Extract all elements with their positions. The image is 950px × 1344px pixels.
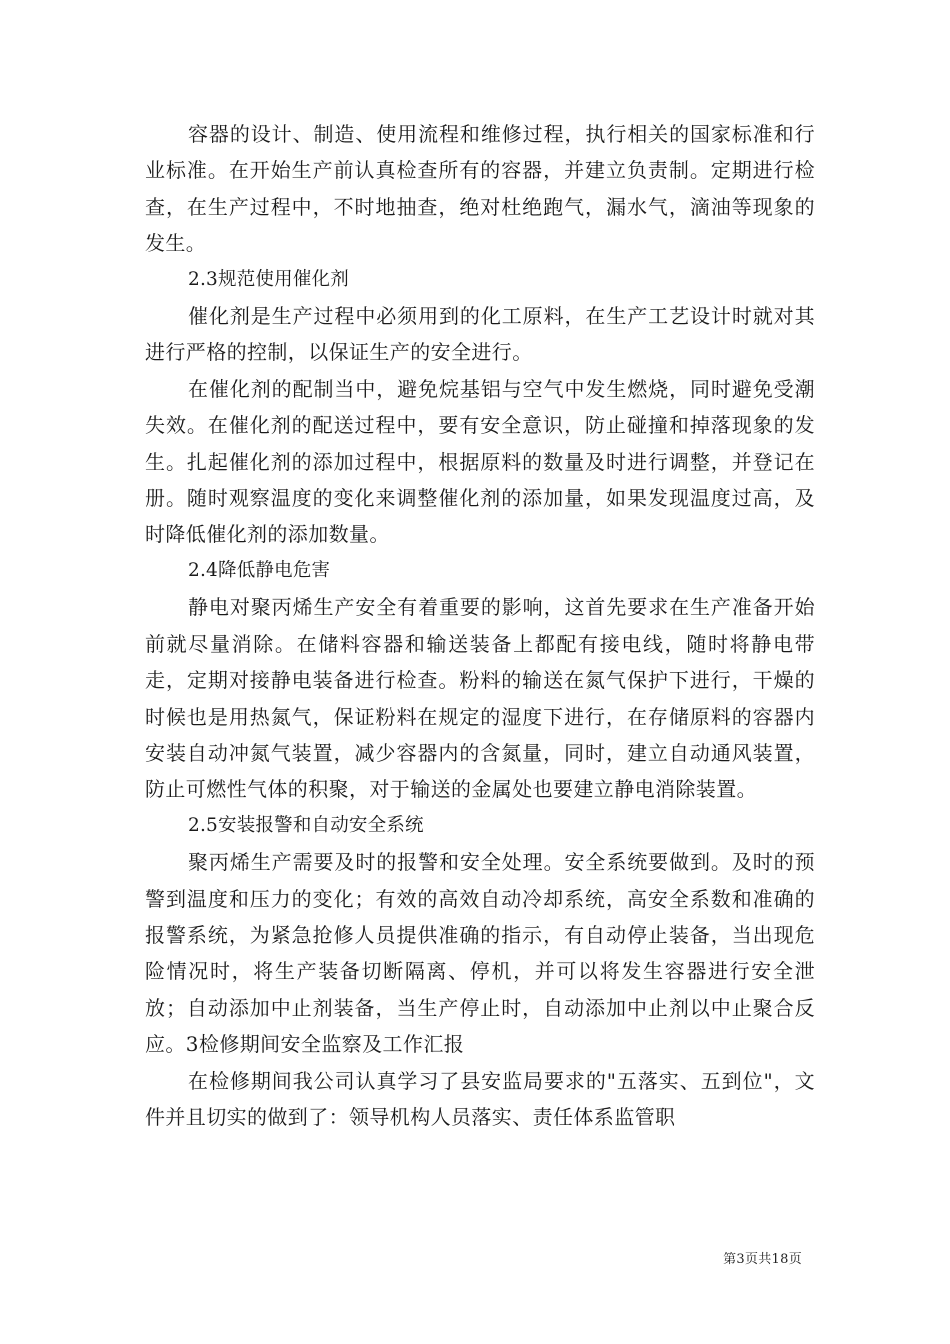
paragraph-static-electricity: 静电对聚丙烯生产安全有着重要的影响，这首先要求在生产准备开始前就尽量消除。在储料容器和输送装备上都配有接电线，随时将静电带走，定期对接静电装备进行检查。粉料的输送在氮气保护下进行，干燥的时候也是用热氮气，保证粉料在规定的湿度下进行，在存储原料的容器内安装自动冲氮气装置，减少容器内的含氮量，同时，建立自动通风装置，防止可燃性气体的积聚，对于输送的金属处也要建立静电消除装置。 [145,595,815,802]
page-number-footer: 第3页共18页 [723,1252,802,1267]
paragraph-alarm-system: 聚丙烯生产需要及时的报警和安全处理。安全系统要做到。及时的预警到温度和压力的变化；有效的高效自动冷却系统，高安全系数和准确的报警系统，为紧急抢修人员提供准确的指示，有自动停止装备，当出现危险情况时，将生产装备切断隔离、停机，并可以将发生容器进行安全泄放；自动添加中止剂装备，当生产停止时，自动添加中止剂以中止聚合反应。3检修期间安全监察及工作汇报 [145,850,815,1057]
section-heading-2-5: 2.5安装报警和自动安全系统 [188,814,424,836]
paragraph-maintenance-period: 在检修期间我公司认真学习了县安监局要求的"五落实、五到位"，文件并且切实的做到了：领导机构人员落实、责任体系监管职 [145,1068,815,1129]
document-body [145,116,815,1135]
paragraph-container-requirements: 容器的设计、制造、使用流程和维修过程，执行相关的国家标准和行业标准。在开始生产前认真检查所有的容器，并建立负责制。定期进行检查，在生产过程中，不时地抽查，绝对杜绝跑气，漏水气，滴油等现象的发生。 [145,122,815,256]
section-heading-2-3: 2.3规范使用催化剂 [188,268,349,290]
section-heading-2-4: 2.4降低静电危害 [188,559,331,581]
paragraph-catalyst-handling: 在催化剂的配制当中，避免烷基铝与空气中发生燃烧，同时避免受潮失效。在催化剂的配送过程中，要有安全意识，防止碰撞和掉落现象的发生。扎起催化剂的添加过程中，根据原料的数量及时进行调整，并登记在册。随时观察温度的变化来调整催化剂的添加量，如果发现温度过高，及时降低催化剂的添加数量。 [145,376,815,547]
paragraph-catalyst-intro: 催化剂是生产过程中必须用到的化工原料，在生产工艺设计时就对其进行严格的控制，以保证生产的安全进行。 [145,304,815,365]
